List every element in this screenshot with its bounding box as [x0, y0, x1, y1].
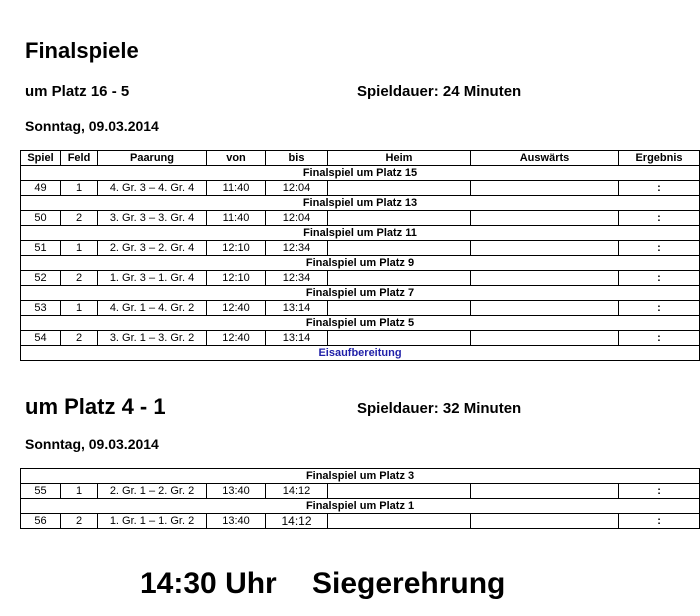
match-title-row: [21, 469, 700, 484]
cell-spiel: 56: [21, 514, 61, 529]
cell-heim: [328, 271, 471, 286]
cell-ergebnis: :: [619, 301, 700, 316]
cell-paarung: 3. Gr. 3 – 3. Gr. 4: [98, 211, 207, 226]
cell-feld: 2: [61, 331, 98, 346]
cell-ergebnis: :: [619, 271, 700, 286]
cell-spiel: 52: [21, 271, 61, 286]
match-title-row: [21, 256, 700, 271]
header-feld: Feld: [61, 151, 98, 166]
cell-heim: [328, 484, 471, 499]
cell-von: 11:40: [207, 181, 266, 196]
match-title: Finalspiel um Platz 15: [21, 166, 700, 181]
cell-paarung: 4. Gr. 1 – 4. Gr. 2: [98, 301, 207, 316]
cell-feld: 2: [61, 514, 98, 529]
cell-paarung: 3. Gr. 1 – 3. Gr. 2: [98, 331, 207, 346]
cell-auswaerts: [471, 331, 619, 346]
header-spiel: Spiel: [21, 151, 61, 166]
cell-auswaerts: [471, 211, 619, 226]
header-ergebnis: Ergebnis: [619, 151, 700, 166]
cell-feld: 2: [61, 211, 98, 226]
match-title: Finalspiel um Platz 9: [21, 256, 700, 271]
section1-title: um Platz 16 - 5: [25, 83, 130, 100]
match-title-row: [21, 196, 700, 211]
cell-ergebnis: :: [619, 241, 700, 256]
cell-ergebnis: :: [619, 514, 700, 529]
header-heim: Heim: [328, 151, 471, 166]
section1-date: Sonntag, 09.03.2014: [25, 118, 159, 134]
match-title-row: [21, 226, 700, 241]
cell-bis: 12:34: [266, 271, 328, 286]
ceremony-time: 14:30 Uhr: [140, 567, 277, 600]
cell-auswaerts: [471, 484, 619, 499]
cell-spiel: 51: [21, 241, 61, 256]
table-row: [21, 331, 700, 346]
table-row: [21, 181, 700, 196]
table-row: [21, 514, 700, 529]
cell-paarung: 4. Gr. 3 – 4. Gr. 4: [98, 181, 207, 196]
match-title: Finalspiel um Platz 11: [21, 226, 700, 241]
match-title: Finalspiel um Platz 7: [21, 286, 700, 301]
cell-heim: [328, 301, 471, 316]
schedule-table-1: [20, 150, 700, 361]
section2-title: um Platz 4 - 1: [25, 394, 166, 419]
cell-bis: 14:12: [266, 484, 328, 499]
cell-auswaerts: [471, 514, 619, 529]
match-title: Finalspiel um Platz 5: [21, 316, 700, 331]
footer-row: [21, 346, 700, 361]
match-title-row: [21, 499, 700, 514]
cell-ergebnis: :: [619, 484, 700, 499]
cell-von: 13:40: [207, 514, 266, 529]
header-paarung: Paarung: [98, 151, 207, 166]
cell-von: 12:40: [207, 331, 266, 346]
cell-heim: [328, 181, 471, 196]
cell-von: 11:40: [207, 211, 266, 226]
match-title: Finalspiel um Platz 1: [21, 499, 700, 514]
cell-spiel: 53: [21, 301, 61, 316]
cell-von: 12:10: [207, 271, 266, 286]
cell-bis: 14:12: [266, 514, 328, 529]
cell-von: 12:40: [207, 301, 266, 316]
cell-ergebnis: :: [619, 211, 700, 226]
cell-spiel: 55: [21, 484, 61, 499]
table-row: [21, 271, 700, 286]
section1-duration: Spieldauer: 24 Minuten: [357, 83, 522, 100]
cell-bis: 12:34: [266, 241, 328, 256]
cell-paarung: 2. Gr. 3 – 2. Gr. 4: [98, 241, 207, 256]
page-title: Finalspiele: [25, 38, 139, 63]
cell-paarung: 1. Gr. 3 – 1. Gr. 4: [98, 271, 207, 286]
cell-auswaerts: [471, 181, 619, 196]
cell-heim: [328, 211, 471, 226]
cell-bis: 12:04: [266, 181, 328, 196]
match-title-row: [21, 166, 700, 181]
table-row: [21, 241, 700, 256]
cell-feld: 1: [61, 181, 98, 196]
cell-ergebnis: :: [619, 181, 700, 196]
cell-heim: [328, 331, 471, 346]
header-bis: bis: [266, 151, 328, 166]
cell-von: 12:10: [207, 241, 266, 256]
cell-bis: 13:14: [266, 301, 328, 316]
cell-bis: 13:14: [266, 331, 328, 346]
match-title: Finalspiel um Platz 3: [21, 469, 700, 484]
schedule-table-2: [20, 468, 700, 529]
cell-von: 13:40: [207, 484, 266, 499]
cell-ergebnis: :: [619, 331, 700, 346]
cell-heim: [328, 241, 471, 256]
ceremony-label: Siegerehrung: [312, 567, 506, 600]
cell-auswaerts: [471, 301, 619, 316]
cell-spiel: 49: [21, 181, 61, 196]
cell-auswaerts: [471, 271, 619, 286]
table-row: [21, 301, 700, 316]
table-header-row: [21, 151, 700, 166]
cell-spiel: 50: [21, 211, 61, 226]
match-title-row: [21, 316, 700, 331]
cell-heim: [328, 514, 471, 529]
cell-auswaerts: [471, 241, 619, 256]
cell-feld: 1: [61, 484, 98, 499]
ice-resurfacing-note: Eisaufbereitung: [21, 346, 700, 361]
section2-date: Sonntag, 09.03.2014: [25, 436, 159, 452]
table-row: [21, 484, 700, 499]
cell-feld: 1: [61, 301, 98, 316]
match-title: Finalspiel um Platz 13: [21, 196, 700, 211]
cell-spiel: 54: [21, 331, 61, 346]
header-von: von: [207, 151, 266, 166]
cell-feld: 2: [61, 271, 98, 286]
cell-paarung: 1. Gr. 1 – 1. Gr. 2: [98, 514, 207, 529]
cell-bis: 12:04: [266, 211, 328, 226]
cell-paarung: 2. Gr. 1 – 2. Gr. 2: [98, 484, 207, 499]
cell-feld: 1: [61, 241, 98, 256]
header-auswaerts: Auswärts: [471, 151, 619, 166]
section2-duration: Spieldauer: 32 Minuten: [357, 400, 522, 417]
table-row: [21, 211, 700, 226]
match-title-row: [21, 286, 700, 301]
